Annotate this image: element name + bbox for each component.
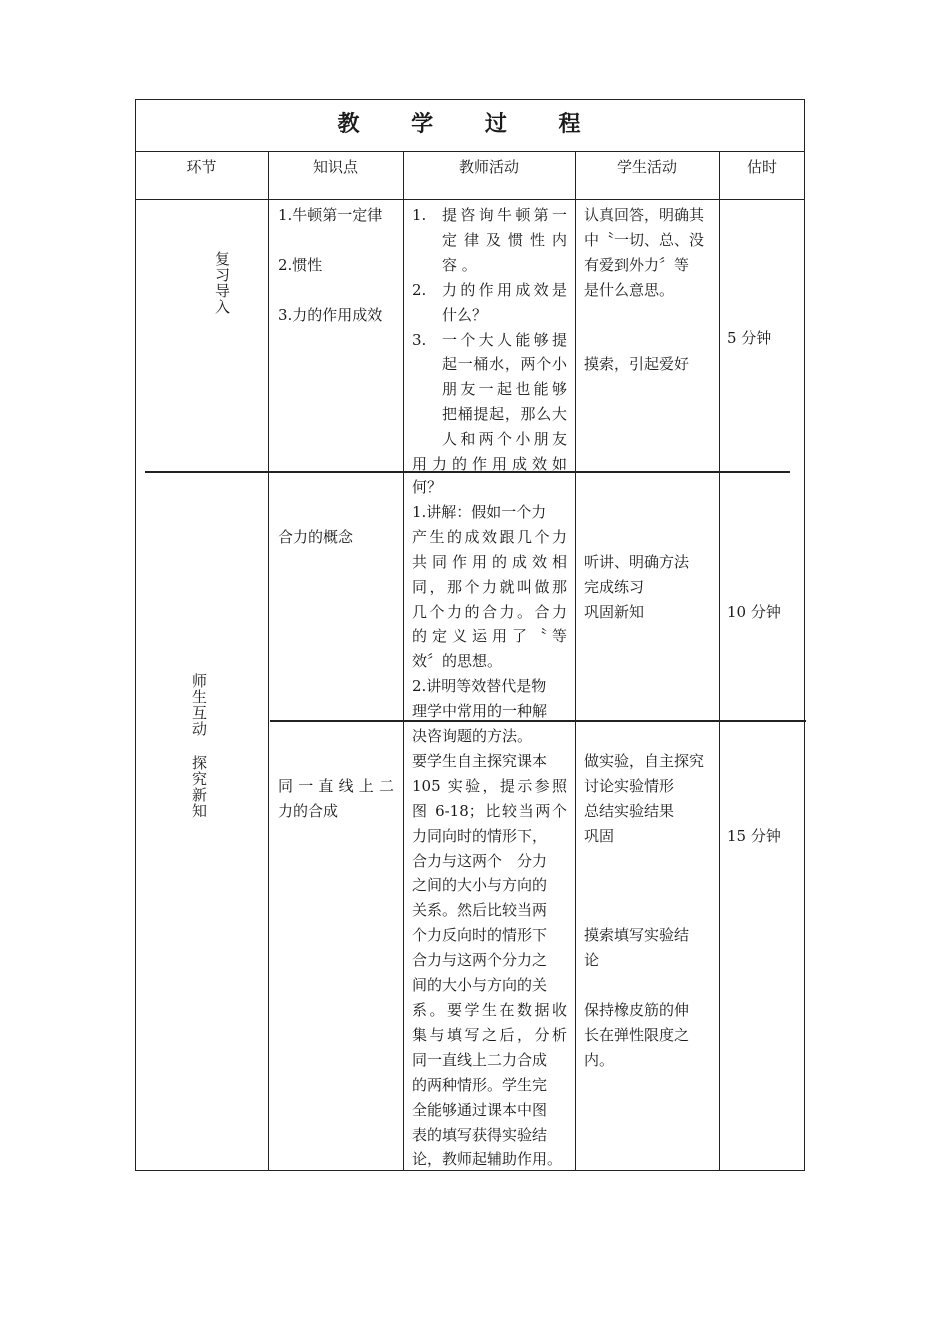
col-divider-4 <box>719 151 720 1171</box>
teacher-item-3: 3. 一个大人能够提 起一桶水，两个小 朋友一起也能够 把桶提起，那么大 人和两个小朋友 <box>412 330 567 449</box>
knowledge-item: 1.牛顿第一定律 <box>278 206 383 224</box>
col-divider-1 <box>268 151 269 1171</box>
header-knowledge: 知识点 <box>312 158 358 176</box>
header-teacher: 教师活动 <box>458 158 519 176</box>
teacher-item-2: 2. 力的作用成效是 什么？ <box>412 280 567 324</box>
header-stage: 环节 <box>186 158 217 176</box>
stage1-name: 复习导入 <box>213 251 231 315</box>
stage1-knowledge <box>278 203 400 328</box>
row1-student: 听讲、明确方法 完成练习 巩固新知 <box>584 553 690 621</box>
header-student: 学生活动 <box>616 158 677 176</box>
col-divider-2 <box>403 151 404 1171</box>
header-time: 估时 <box>746 158 777 176</box>
stage2-name: 师生互动 <box>190 673 208 737</box>
knowledge-item: 3.力的作用成效 <box>278 305 383 324</box>
row2-student: 做实验，自主探究 讨论实验情形 总结实验结果 巩固 摸索填写实验结 论 保持橡皮筋的伸 长在弹性限度之 内。 <box>584 752 705 1069</box>
stage2-name-2: 探究新知 <box>190 755 208 819</box>
row1-knowledge: 合力的概念 <box>278 528 354 546</box>
row2-time: 15 分钟 <box>727 827 781 845</box>
teacher-item-1: 1. 提咨询牛顿第一 定律及惯性内 容 。 <box>412 206 567 274</box>
title-rule <box>135 151 805 152</box>
row1-teacher: 何？ 1.讲解：假如一个力 产生的成效跟几个力 共同作用的成效相 同，那个力就叫做那 几个力的合力。合力 的定义运用了〝等 效〞的思想。 2.讲明等效替代是物 理学中常用的一种解 <box>412 478 567 721</box>
row2-knowledge: 同一直线上二 力的合成 <box>278 777 394 820</box>
row2-teacher: 决咨询题的方法。 要学生自主探究课本 105 实验，提示参照 图 6-18；比较当两个 力同向时的情形下， 合力与这两个 分力 之间的大小与方向的 关系。然后比较当两 个力反向时的情形下 合力与这两个分力之 间的大小与方向的关 系。要学生在数据收 集与填写之后，分析 同一直线上二力合成 的两种情形。学生完 全能够通过课本中图 表的填写获得实验结 论，教师起辅助作用。 <box>412 727 567 1169</box>
col-divider-3 <box>575 151 576 1171</box>
knowledge-item: 2.惯性 <box>278 255 323 274</box>
table-title: 教 学 过 程 <box>337 111 603 137</box>
stage1-teacher: 1. 提咨询牛顿第一 定律及惯性内 容 。 2. 力的作用成效是 什么？ 3. 一个大人能够提 起一桶水，两个小 朋友一起也能够 把桶提起，那么大 人和两个小朋友 用力的作用成效如 <box>412 203 567 477</box>
row1-time: 10 分钟 <box>727 603 781 621</box>
stage1-time: 5 分钟 <box>727 329 772 347</box>
stage1-student: 认真回答，明确其 中〝一切、总、没 有爱到外力〞等 是什么意思。 摸索，引起爱好 <box>584 206 705 374</box>
header-rule <box>135 199 805 200</box>
